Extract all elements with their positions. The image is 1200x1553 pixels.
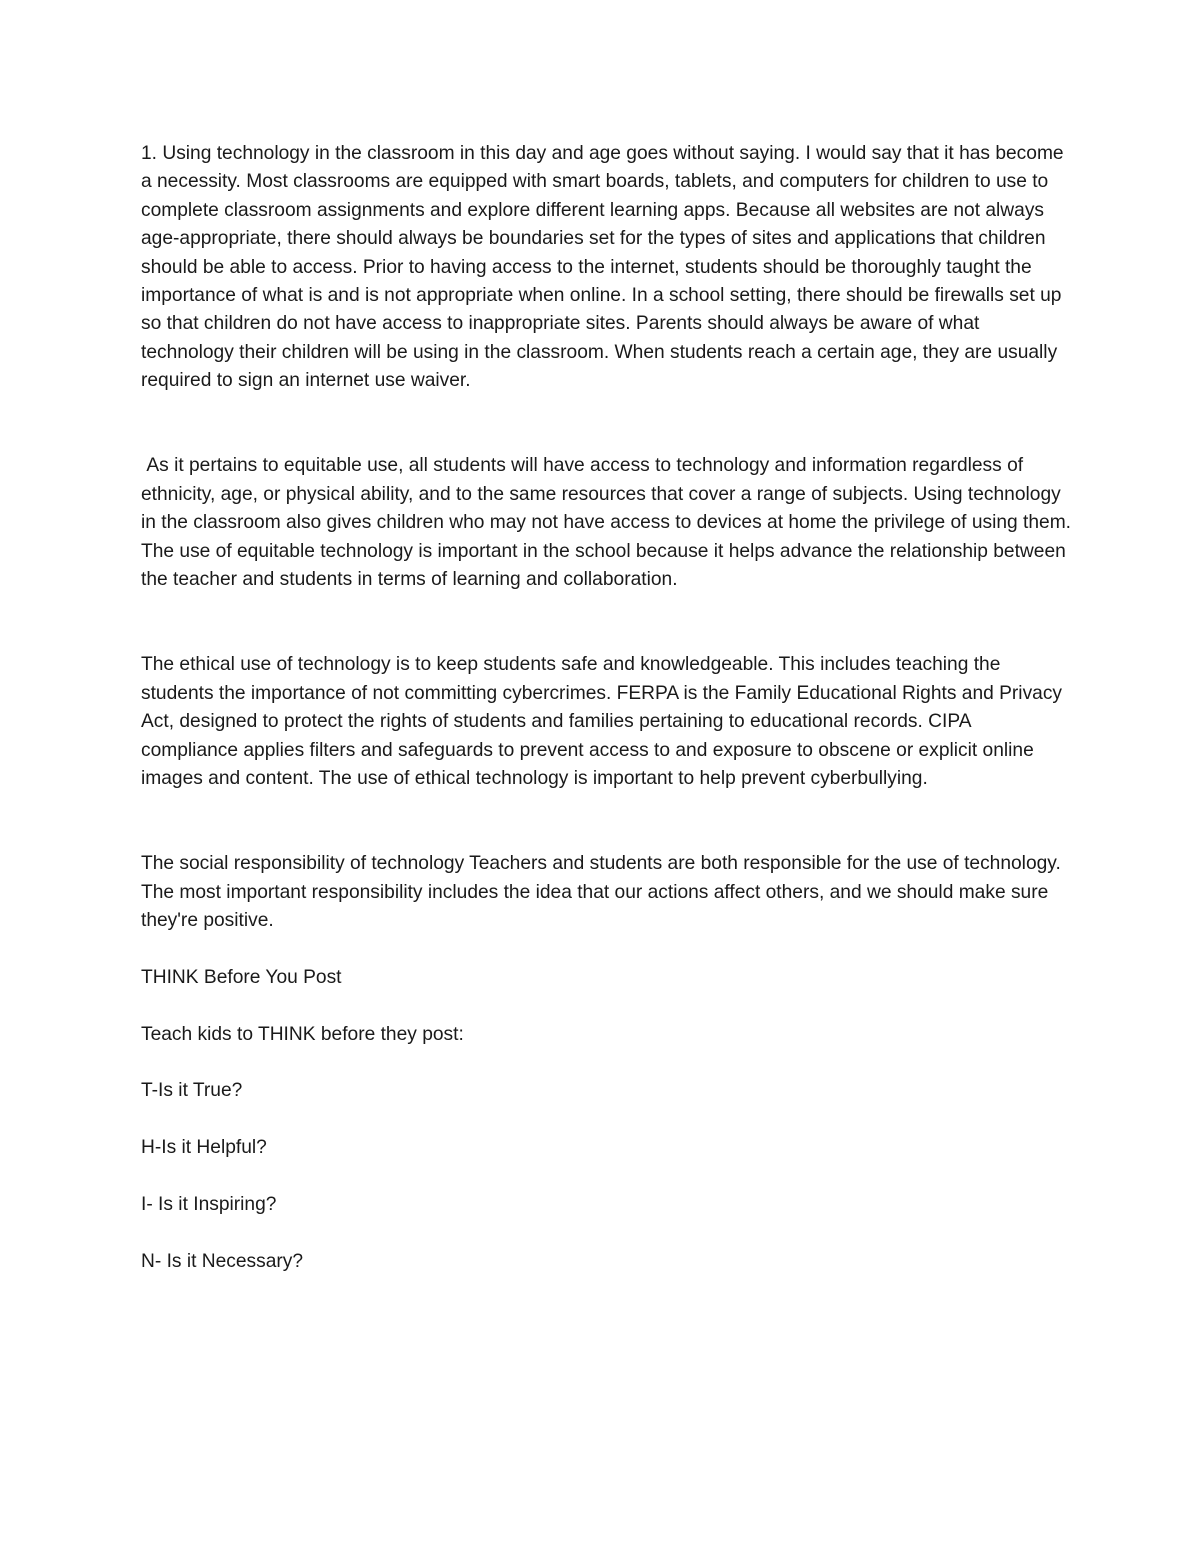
paragraph-spacer [141, 992, 1071, 1020]
paragraph-social-responsibility: The social responsibility of technology Teachers and students are both responsible for the use of technology. The most important responsibility includes the idea that our actions affect others, and we should make sure they're positive. [141, 853, 1061, 931]
paragraph-spacer [141, 594, 1071, 651]
paragraph-spacer [141, 1219, 1071, 1247]
paragraph-spacer [141, 1049, 1071, 1077]
think-intro: Teach kids to THINK before they post: [141, 1023, 464, 1045]
paragraph-spacer [141, 1106, 1071, 1134]
document-body [141, 140, 1076, 1276]
paragraph-spacer [141, 935, 1071, 963]
paragraph-equitable-use: As it pertains to equitable use, all students will have access to technology and information regardless of ethnicity, age, or physical ability, and to the same resources that cover a range of subjects. Using technology in the classroom also gives children who may not have access to devices at home the privilege of using them. The use of equitable technology is important in the school because it helps advance the relationship between the teacher and students in terms of learning and collaboration. [141, 455, 1076, 591]
think-item-h: H-Is it Helpful? [141, 1137, 267, 1159]
think-item-i: I- Is it Inspiring? [141, 1193, 277, 1215]
think-item-t: T-Is it True? [141, 1080, 243, 1102]
think-heading: THINK Before You Post [141, 966, 342, 988]
paragraph-spacer [141, 1163, 1071, 1191]
paragraph-classroom-technology: 1. Using technology in the classroom in this day and age goes without saying. I would say that it has become a necessity. Most classrooms are equipped with smart boards, tablets, and computers for children to use to complete classroom assignments and explore different learning apps. Because all websites are not always age-appropriate, there should always be boundaries set for the types of sites and applications that children should be able to access. Prior to having access to the internet, students should be thoroughly taught the importance of what is and is not appropriate when online. In a school setting, there should be firewalls set up so that children do not have access to inappropriate sites. Parents should always be aware of what technology their children will be using in the classroom. When students reach a certain age, they are usually required to sign an internet use waiver. [141, 143, 1064, 392]
paragraph-spacer [141, 396, 1071, 453]
paragraph-spacer [141, 793, 1071, 850]
paragraph-ethical-use: The ethical use of technology is to keep students safe and knowledgeable. This includes teaching the students the importance of not committing cybercrimes. FERPA is the Family Educational Rights and Privacy Act, designed to protect the rights of students and families pertaining to educational records. CIPA compliance applies filters and safeguards to prevent access to and exposure to obscene or explicit online images and content. The use of ethical technology is important to help prevent cyberbullying. [141, 654, 1063, 789]
think-item-n: N- Is it Necessary? [141, 1250, 304, 1272]
